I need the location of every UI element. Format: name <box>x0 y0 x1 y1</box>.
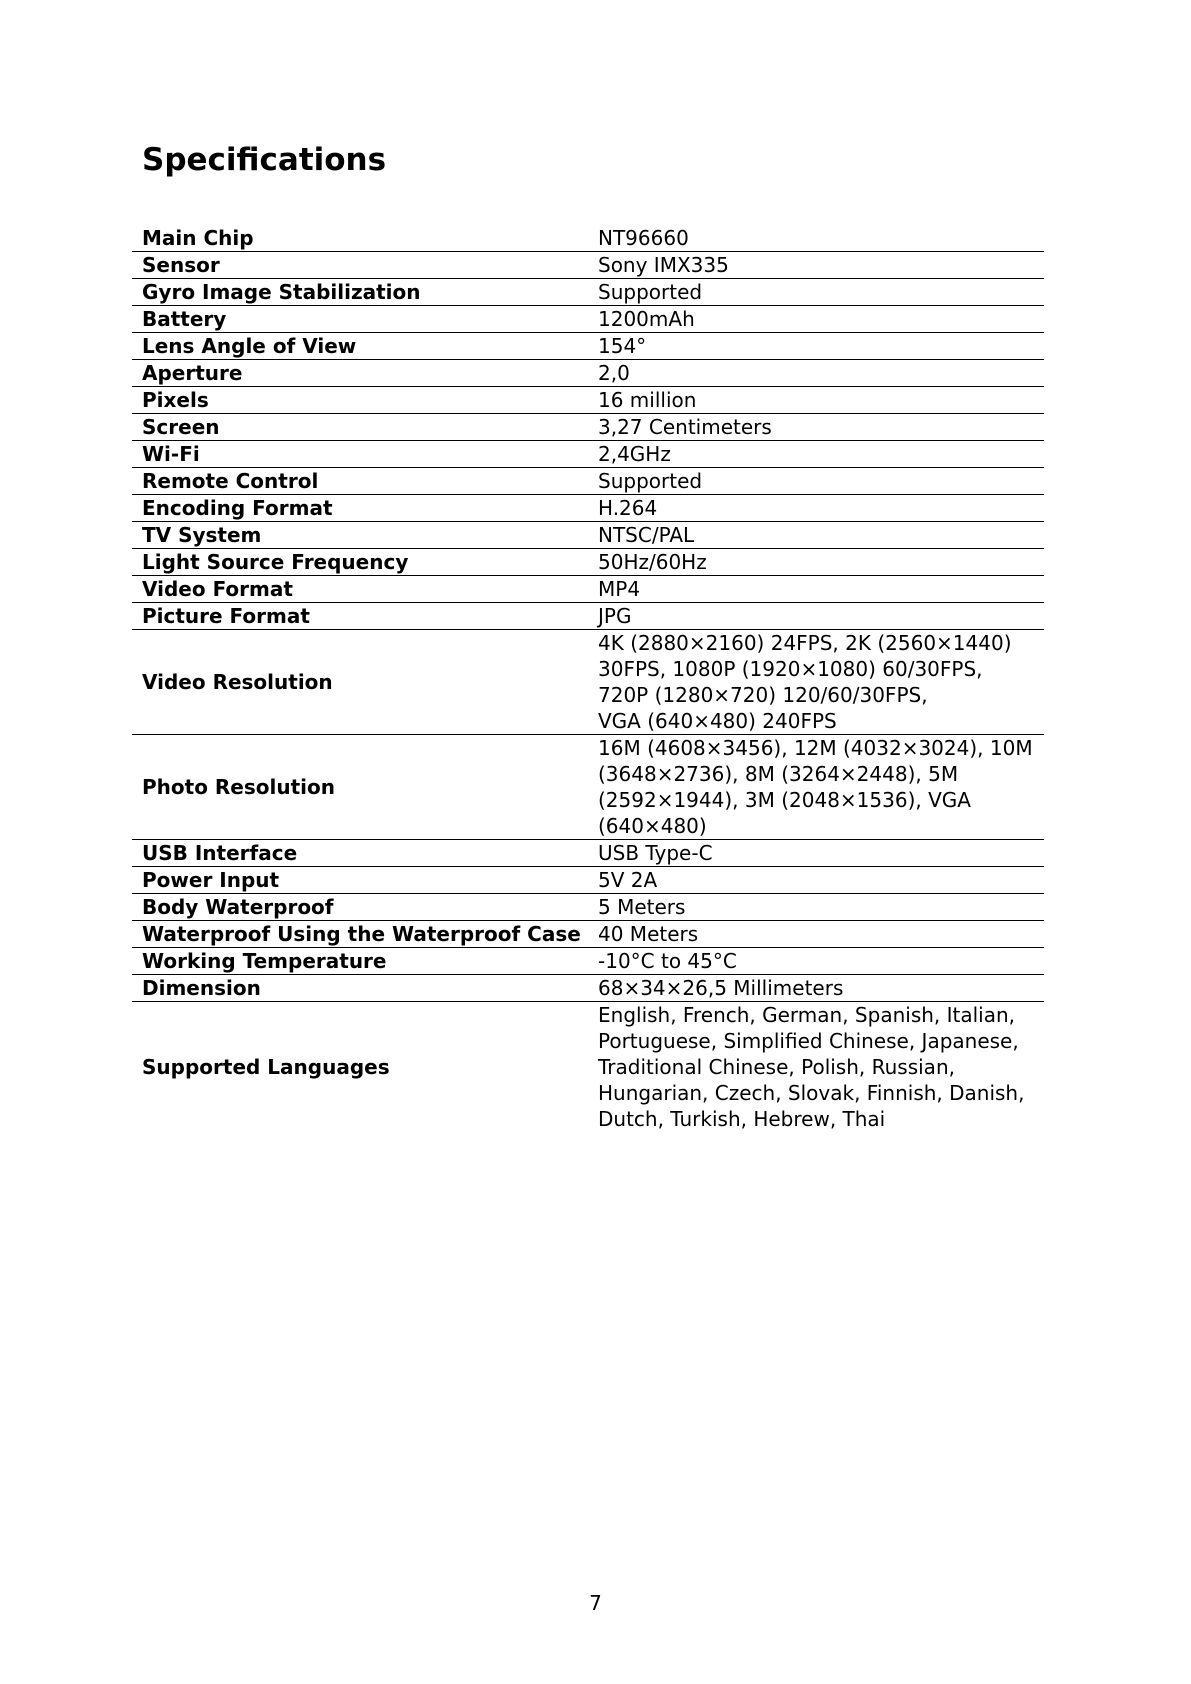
spec-label: Dimension <box>132 975 588 1002</box>
spec-row <box>132 387 1044 414</box>
spec-value-line: 40 Meters <box>598 922 699 946</box>
spec-row <box>132 576 1044 603</box>
spec-value <box>588 603 1044 630</box>
spec-value <box>588 549 1044 576</box>
spec-value <box>588 333 1044 360</box>
spec-label: Light Source Frequency <box>132 549 588 576</box>
spec-value-line: 3,27 Centimeters <box>598 415 772 439</box>
spec-label: Lens Angle of View <box>132 333 588 360</box>
spec-value-line: (640×480) <box>598 814 707 838</box>
spec-row <box>132 279 1044 306</box>
spec-value-line: H.264 <box>598 496 658 520</box>
spec-value-line: Sony IMX335 <box>598 253 729 277</box>
page-number: 7 <box>589 1591 602 1615</box>
specifications-table-body <box>132 225 1044 1132</box>
spec-label: TV System <box>132 522 588 549</box>
spec-value-line: English, French, German, Spanish, Italian, <box>598 1003 1016 1027</box>
spec-value-line: 16M (4608×3456), 12M (4032×3024), 10M <box>598 736 1033 760</box>
spec-value <box>588 840 1044 867</box>
spec-value-line: 720P (1280×720) 120/60/30FPS, <box>598 683 928 707</box>
spec-value <box>588 441 1044 468</box>
spec-label: Waterproof Using the Waterproof Case <box>132 921 588 948</box>
spec-value-line: 5V 2A <box>598 868 658 892</box>
spec-value-line: 154° <box>598 334 647 358</box>
spec-label: Photo Resolution <box>132 735 588 840</box>
spec-row <box>132 522 1044 549</box>
spec-value-line: 30FPS, 1080P (1920×1080) 60/30FPS, <box>598 657 983 681</box>
spec-label: Video Resolution <box>132 630 588 735</box>
spec-value <box>588 360 1044 387</box>
spec-value-line: 4K (2880×2160) 24FPS, 2K (2560×1440) <box>598 631 1012 655</box>
spec-row <box>132 252 1044 279</box>
spec-value-line: Hungarian, Czech, Slovak, Finnish, Danish, <box>598 1081 1025 1105</box>
spec-label: Power Input <box>132 867 588 894</box>
spec-label: Picture Format <box>132 603 588 630</box>
spec-label: Encoding Format <box>132 495 588 522</box>
spec-row <box>132 603 1044 630</box>
spec-row <box>132 975 1044 1002</box>
spec-label: Battery <box>132 306 588 333</box>
spec-value-line: (3648×2736), 8M (3264×2448), 5M <box>598 762 959 786</box>
spec-label: Sensor <box>132 252 588 279</box>
spec-value <box>588 735 1044 840</box>
spec-row <box>132 441 1044 468</box>
spec-row <box>132 468 1044 495</box>
spec-value-line: Dutch, Turkish, Hebrew, Thai <box>598 1107 886 1131</box>
spec-label: Screen <box>132 414 588 441</box>
spec-value <box>588 975 1044 1002</box>
spec-row <box>132 735 1044 840</box>
spec-value <box>588 921 1044 948</box>
spec-value-line: (2592×1944), 3M (2048×1536), VGA <box>598 788 971 812</box>
spec-row <box>132 549 1044 576</box>
spec-label: Supported Languages <box>142 1055 390 1079</box>
spec-value-line: 2,0 <box>598 361 630 385</box>
spec-value <box>588 576 1044 603</box>
spec-row <box>132 1002 1044 1133</box>
spec-value <box>588 495 1044 522</box>
spec-value-line: 68×34×26,5 Millimeters <box>598 976 844 1000</box>
spec-value-line: NTSC/PAL <box>598 523 695 547</box>
spec-row <box>132 921 1044 948</box>
spec-row <box>132 360 1044 387</box>
spec-row <box>132 948 1044 975</box>
spec-value-line: 50Hz/60Hz <box>598 550 707 574</box>
spec-value-line: 5 Meters <box>598 895 686 919</box>
spec-value-line: Supported <box>598 280 703 304</box>
spec-row <box>132 867 1044 894</box>
spec-value <box>588 867 1044 894</box>
specifications-table <box>132 225 1044 1132</box>
spec-value-line: MP4 <box>598 577 641 601</box>
spec-label: Main Chip <box>132 225 588 252</box>
spec-row <box>132 840 1044 867</box>
spec-label: Pixels <box>132 387 588 414</box>
spec-label: Working Temperature <box>132 948 588 975</box>
spec-label: Body Waterproof <box>132 894 588 921</box>
spec-value <box>588 279 1044 306</box>
spec-row <box>132 414 1044 441</box>
spec-label: Wi-Fi <box>132 441 588 468</box>
spec-value <box>588 894 1044 921</box>
spec-value <box>588 252 1044 279</box>
spec-row <box>132 894 1044 921</box>
spec-value <box>588 414 1044 441</box>
page-title: Specifications <box>142 142 387 178</box>
spec-label: Video Format <box>132 576 588 603</box>
spec-value-line: NT96660 <box>598 226 689 250</box>
spec-value-line: -10°C to 45°C <box>598 949 737 973</box>
spec-value-line: Portuguese, Simplified Chinese, Japanese, <box>598 1029 1019 1053</box>
spec-label: USB Interface <box>132 840 588 867</box>
spec-value-line: 2,4GHz <box>598 442 671 466</box>
spec-row <box>132 495 1044 522</box>
spec-value <box>588 948 1044 975</box>
spec-row <box>132 306 1044 333</box>
spec-value-line: JPG <box>598 604 632 628</box>
spec-row <box>132 225 1044 252</box>
spec-value <box>588 387 1044 414</box>
spec-value <box>588 522 1044 549</box>
spec-row <box>132 333 1044 360</box>
spec-value-line: 1200mAh <box>598 307 695 331</box>
spec-value-line: VGA (640×480) 240FPS <box>598 709 837 733</box>
spec-value <box>588 306 1044 333</box>
spec-value <box>588 630 1044 735</box>
spec-value-line: USB Type-C <box>598 841 713 865</box>
spec-value <box>588 468 1044 495</box>
spec-value <box>588 225 1044 252</box>
spec-label: Gyro Image Stabilization <box>132 279 588 306</box>
spec-value <box>588 1002 1044 1133</box>
spec-value-line: Traditional Chinese, Polish, Russian, <box>598 1055 955 1079</box>
spec-value-line: Supported <box>598 469 703 493</box>
spec-label: Remote Control <box>132 468 588 495</box>
spec-row <box>132 630 1044 735</box>
spec-label: Aperture <box>132 360 588 387</box>
spec-value-line: 16 million <box>598 388 697 412</box>
